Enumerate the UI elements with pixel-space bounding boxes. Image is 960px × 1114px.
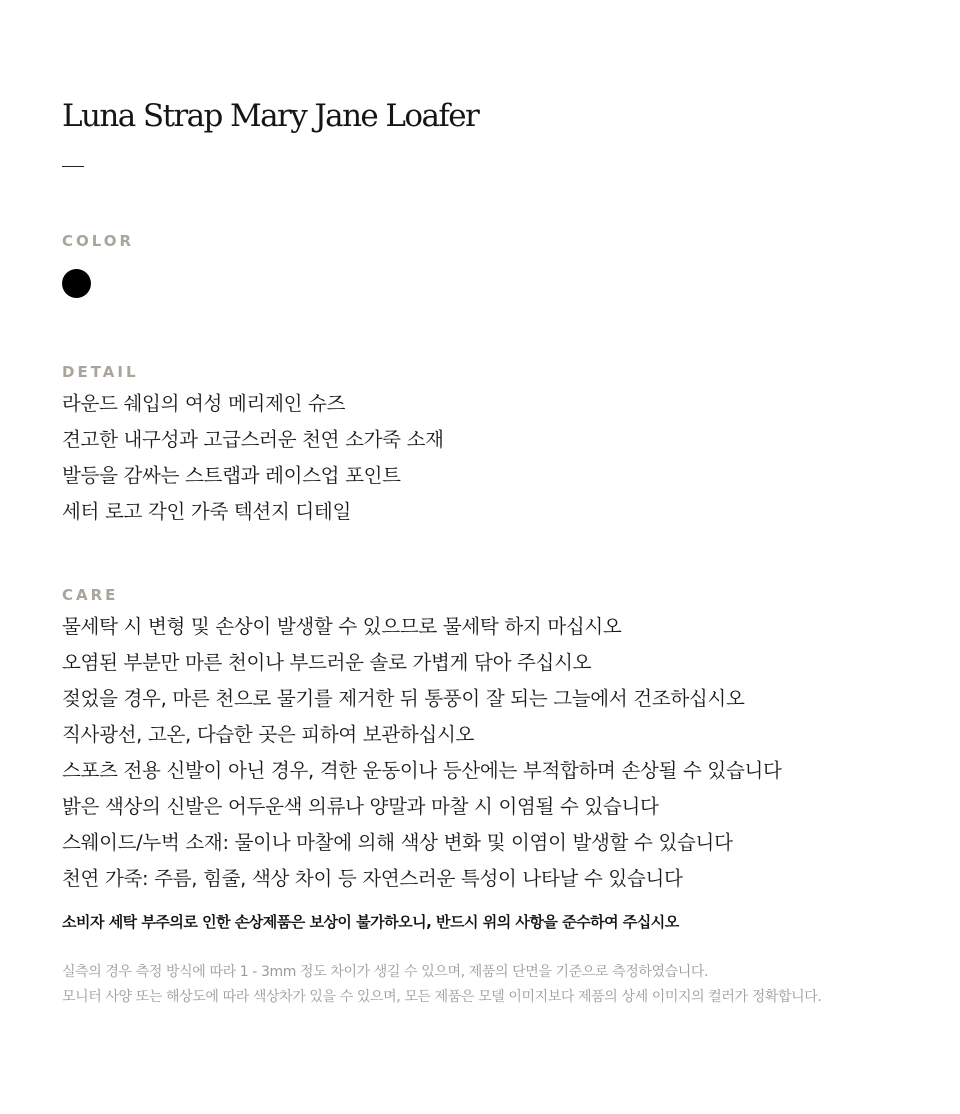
- detail-line: 세터 로고 각인 가죽 텍션지 디테일: [62, 500, 352, 523]
- disclaimer-notes: [62, 960, 821, 1010]
- detail-list: [62, 386, 444, 530]
- care-line: 오염된 부분만 마른 천이나 부드러운 솔로 가볍게 닦아 주십시오: [62, 651, 592, 674]
- detail-line: 발등을 감싸는 스트랩과 레이스업 포인트: [62, 464, 401, 487]
- detail-section-label: DETAIL: [62, 363, 139, 381]
- care-warning: 소비자 세탁 부주의로 인한 손상제품은 보상이 불가하오니, 반드시 위의 사항을 준수하여 주십시오: [62, 913, 679, 931]
- detail-line: 라운드 쉐입의 여성 메리제인 슈즈: [62, 392, 346, 415]
- care-line: 물세탁 시 변형 및 손상이 발생할 수 있으므로 물세탁 하지 마십시오: [62, 615, 622, 638]
- care-line: 스웨이드/누벅 소재: 물이나 마찰에 의해 색상 변화 및 이염이 발생할 수 있습니다: [62, 831, 733, 854]
- disclaimer-note: 실측의 경우 측정 방식에 따라 1 - 3mm 정도 차이가 생길 수 있으며, 제품의 단면을 기준으로 측정하였습니다.: [62, 964, 709, 980]
- care-line: 직사광선, 고온, 다습한 곳은 피하여 보관하십시오: [62, 723, 475, 746]
- care-line: 스포츠 전용 신발이 아닌 경우, 격한 운동이나 등산에는 부적합하며 손상될 수 있습니다: [62, 759, 782, 782]
- care-line: 밝은 색상의 신발은 어두운색 의류나 양말과 마찰 시 이염될 수 있습니다: [62, 795, 659, 818]
- title-divider: [62, 166, 84, 167]
- disclaimer-note: 모니터 사양 또는 해상도에 따라 색상차가 있을 수 있으며, 모든 제품은 모델 이미지보다 제품의 상세 이미지의 컬러가 정확합니다.: [62, 989, 822, 1005]
- detail-line: 견고한 내구성과 고급스러운 천연 소가죽 소재: [62, 428, 444, 451]
- color-swatch-black[interactable]: [62, 269, 91, 298]
- care-line: 천연 가죽: 주름, 힘줄, 색상 차이 등 자연스러운 특성이 나타날 수 있습니다: [62, 867, 683, 890]
- product-title: Luna Strap Mary Jane Loafer: [62, 98, 479, 134]
- care-list: [62, 609, 782, 897]
- color-section-label: COLOR: [62, 232, 135, 250]
- care-section-label: CARE: [62, 586, 119, 604]
- care-line: 젖었을 경우, 마른 천으로 물기를 제거한 뒤 통풍이 잘 되는 그늘에서 건조하십시오: [62, 687, 745, 710]
